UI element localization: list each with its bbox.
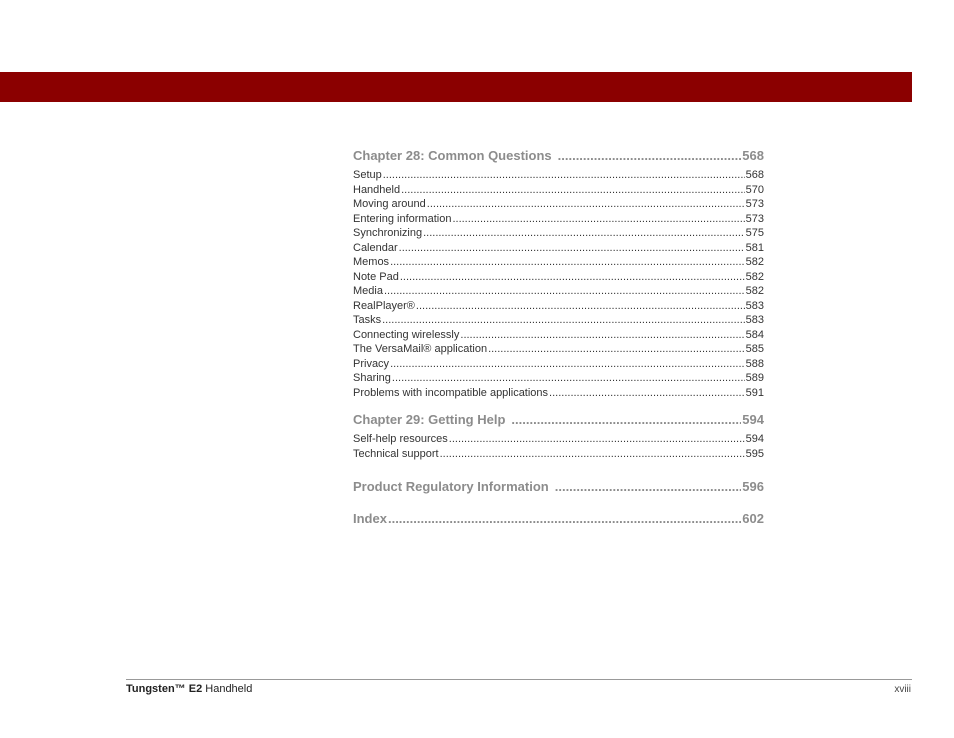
entry-title: Synchronizing — [353, 227, 423, 239]
dot-leader — [401, 183, 745, 198]
toc-entry[interactable] — [353, 342, 764, 357]
entry-title: Handheld — [353, 183, 401, 196]
entry-page: 595 — [745, 447, 764, 460]
toc-entry[interactable] — [353, 226, 764, 241]
dot-leader — [392, 371, 745, 386]
entry-page: 568 — [745, 169, 764, 181]
entry-title: Moving around — [353, 198, 426, 210]
toc-entry[interactable] — [353, 255, 764, 270]
dot-leader — [390, 255, 745, 270]
chapter-title: Chapter 28: Common Questions — [353, 148, 552, 163]
chapter-28-entries — [353, 168, 764, 400]
entry-title: Memos — [353, 256, 390, 268]
toc-entry[interactable] — [353, 284, 764, 299]
footer-product-bold: Tungsten™ E2 — [126, 683, 203, 695]
dot-leader — [558, 146, 742, 166]
toc-chapter-28[interactable] — [353, 146, 764, 166]
entry-page: 582 — [745, 285, 764, 297]
dot-leader — [427, 197, 745, 212]
dot-leader — [399, 241, 745, 256]
entry-title: Self-help resources — [353, 433, 448, 445]
entry-page: 588 — [745, 357, 764, 370]
entry-page: 583 — [745, 299, 764, 312]
entry-title: Entering information — [353, 212, 452, 225]
toc-product-regulatory[interactable] — [353, 477, 764, 497]
entry-title: RealPlayer® — [353, 299, 415, 312]
toc-chapter-29[interactable] — [353, 410, 764, 430]
entry-title: The VersaMail® application — [353, 343, 488, 355]
dot-leader — [555, 477, 742, 497]
dot-leader — [549, 386, 745, 401]
dot-leader — [511, 410, 741, 430]
dot-leader — [390, 357, 745, 372]
dot-leader — [452, 212, 744, 227]
chapter-title: Chapter 29: Getting Help — [353, 412, 506, 427]
toc-entry[interactable] — [353, 328, 764, 343]
toc-entry[interactable] — [353, 357, 764, 372]
toc-entry[interactable] — [353, 212, 764, 227]
dot-leader — [423, 226, 745, 241]
dot-leader — [400, 270, 745, 285]
entry-page: 594 — [745, 433, 764, 445]
entry-title: Privacy — [353, 357, 390, 370]
footer-product-rest: Handheld — [202, 683, 253, 695]
entry-page: 582 — [745, 256, 764, 268]
entry-title: Sharing — [353, 372, 391, 384]
entry-page: 581 — [745, 241, 764, 254]
entry-page: 585 — [745, 343, 764, 355]
toc-entry[interactable] — [353, 447, 764, 462]
entry-page: 570 — [745, 183, 764, 196]
header-banner — [0, 72, 912, 102]
dot-leader — [460, 328, 744, 343]
toc-entry[interactable] — [353, 386, 764, 401]
dot-leader — [440, 447, 745, 462]
entry-title: Note Pad — [353, 270, 399, 283]
chapter-page: 568 — [742, 148, 764, 163]
footer-rule — [126, 679, 912, 680]
toc-entry[interactable] — [353, 270, 764, 285]
chapter-title: Index — [353, 511, 387, 526]
toc-entry[interactable] — [353, 432, 764, 447]
entry-title: Connecting wirelessly — [353, 328, 460, 341]
entry-page: 589 — [745, 372, 764, 384]
dot-leader — [388, 509, 741, 529]
toc-entry[interactable] — [353, 168, 764, 183]
entry-page: 582 — [745, 270, 764, 283]
chapter-29-entries — [353, 432, 764, 461]
toc-entry[interactable] — [353, 299, 764, 314]
toc-entry[interactable] — [353, 183, 764, 198]
table-of-contents — [353, 146, 764, 529]
dot-leader — [382, 313, 745, 328]
entry-page: 573 — [745, 212, 764, 225]
entry-page: 573 — [745, 198, 764, 210]
toc-entry[interactable] — [353, 197, 764, 212]
toc-entry[interactable] — [353, 371, 764, 386]
chapter-page: 602 — [742, 511, 764, 526]
chapter-page: 594 — [742, 412, 764, 427]
entry-page: 583 — [745, 314, 764, 326]
entry-page: 591 — [745, 386, 764, 399]
dot-leader — [384, 284, 745, 299]
dot-leader — [416, 299, 745, 314]
toc-entry[interactable] — [353, 241, 764, 256]
chapter-title: Product Regulatory Information — [353, 479, 549, 494]
entry-title: Calendar — [353, 241, 398, 254]
entry-page: 575 — [745, 227, 764, 239]
footer-product-title — [126, 683, 252, 695]
entry-page: 584 — [745, 328, 764, 341]
chapter-page: 596 — [742, 479, 764, 494]
entry-title: Technical support — [353, 447, 439, 460]
toc-index[interactable] — [353, 509, 764, 529]
footer-page-number: xviii — [894, 684, 911, 695]
entry-title: Setup — [353, 169, 382, 181]
dot-leader — [488, 342, 745, 357]
dot-leader — [449, 432, 745, 447]
entry-title: Media — [353, 285, 383, 297]
entry-title: Problems with incompatible applications — [353, 386, 549, 399]
dot-leader — [383, 168, 745, 183]
entry-title: Tasks — [353, 314, 382, 326]
toc-entry[interactable] — [353, 313, 764, 328]
